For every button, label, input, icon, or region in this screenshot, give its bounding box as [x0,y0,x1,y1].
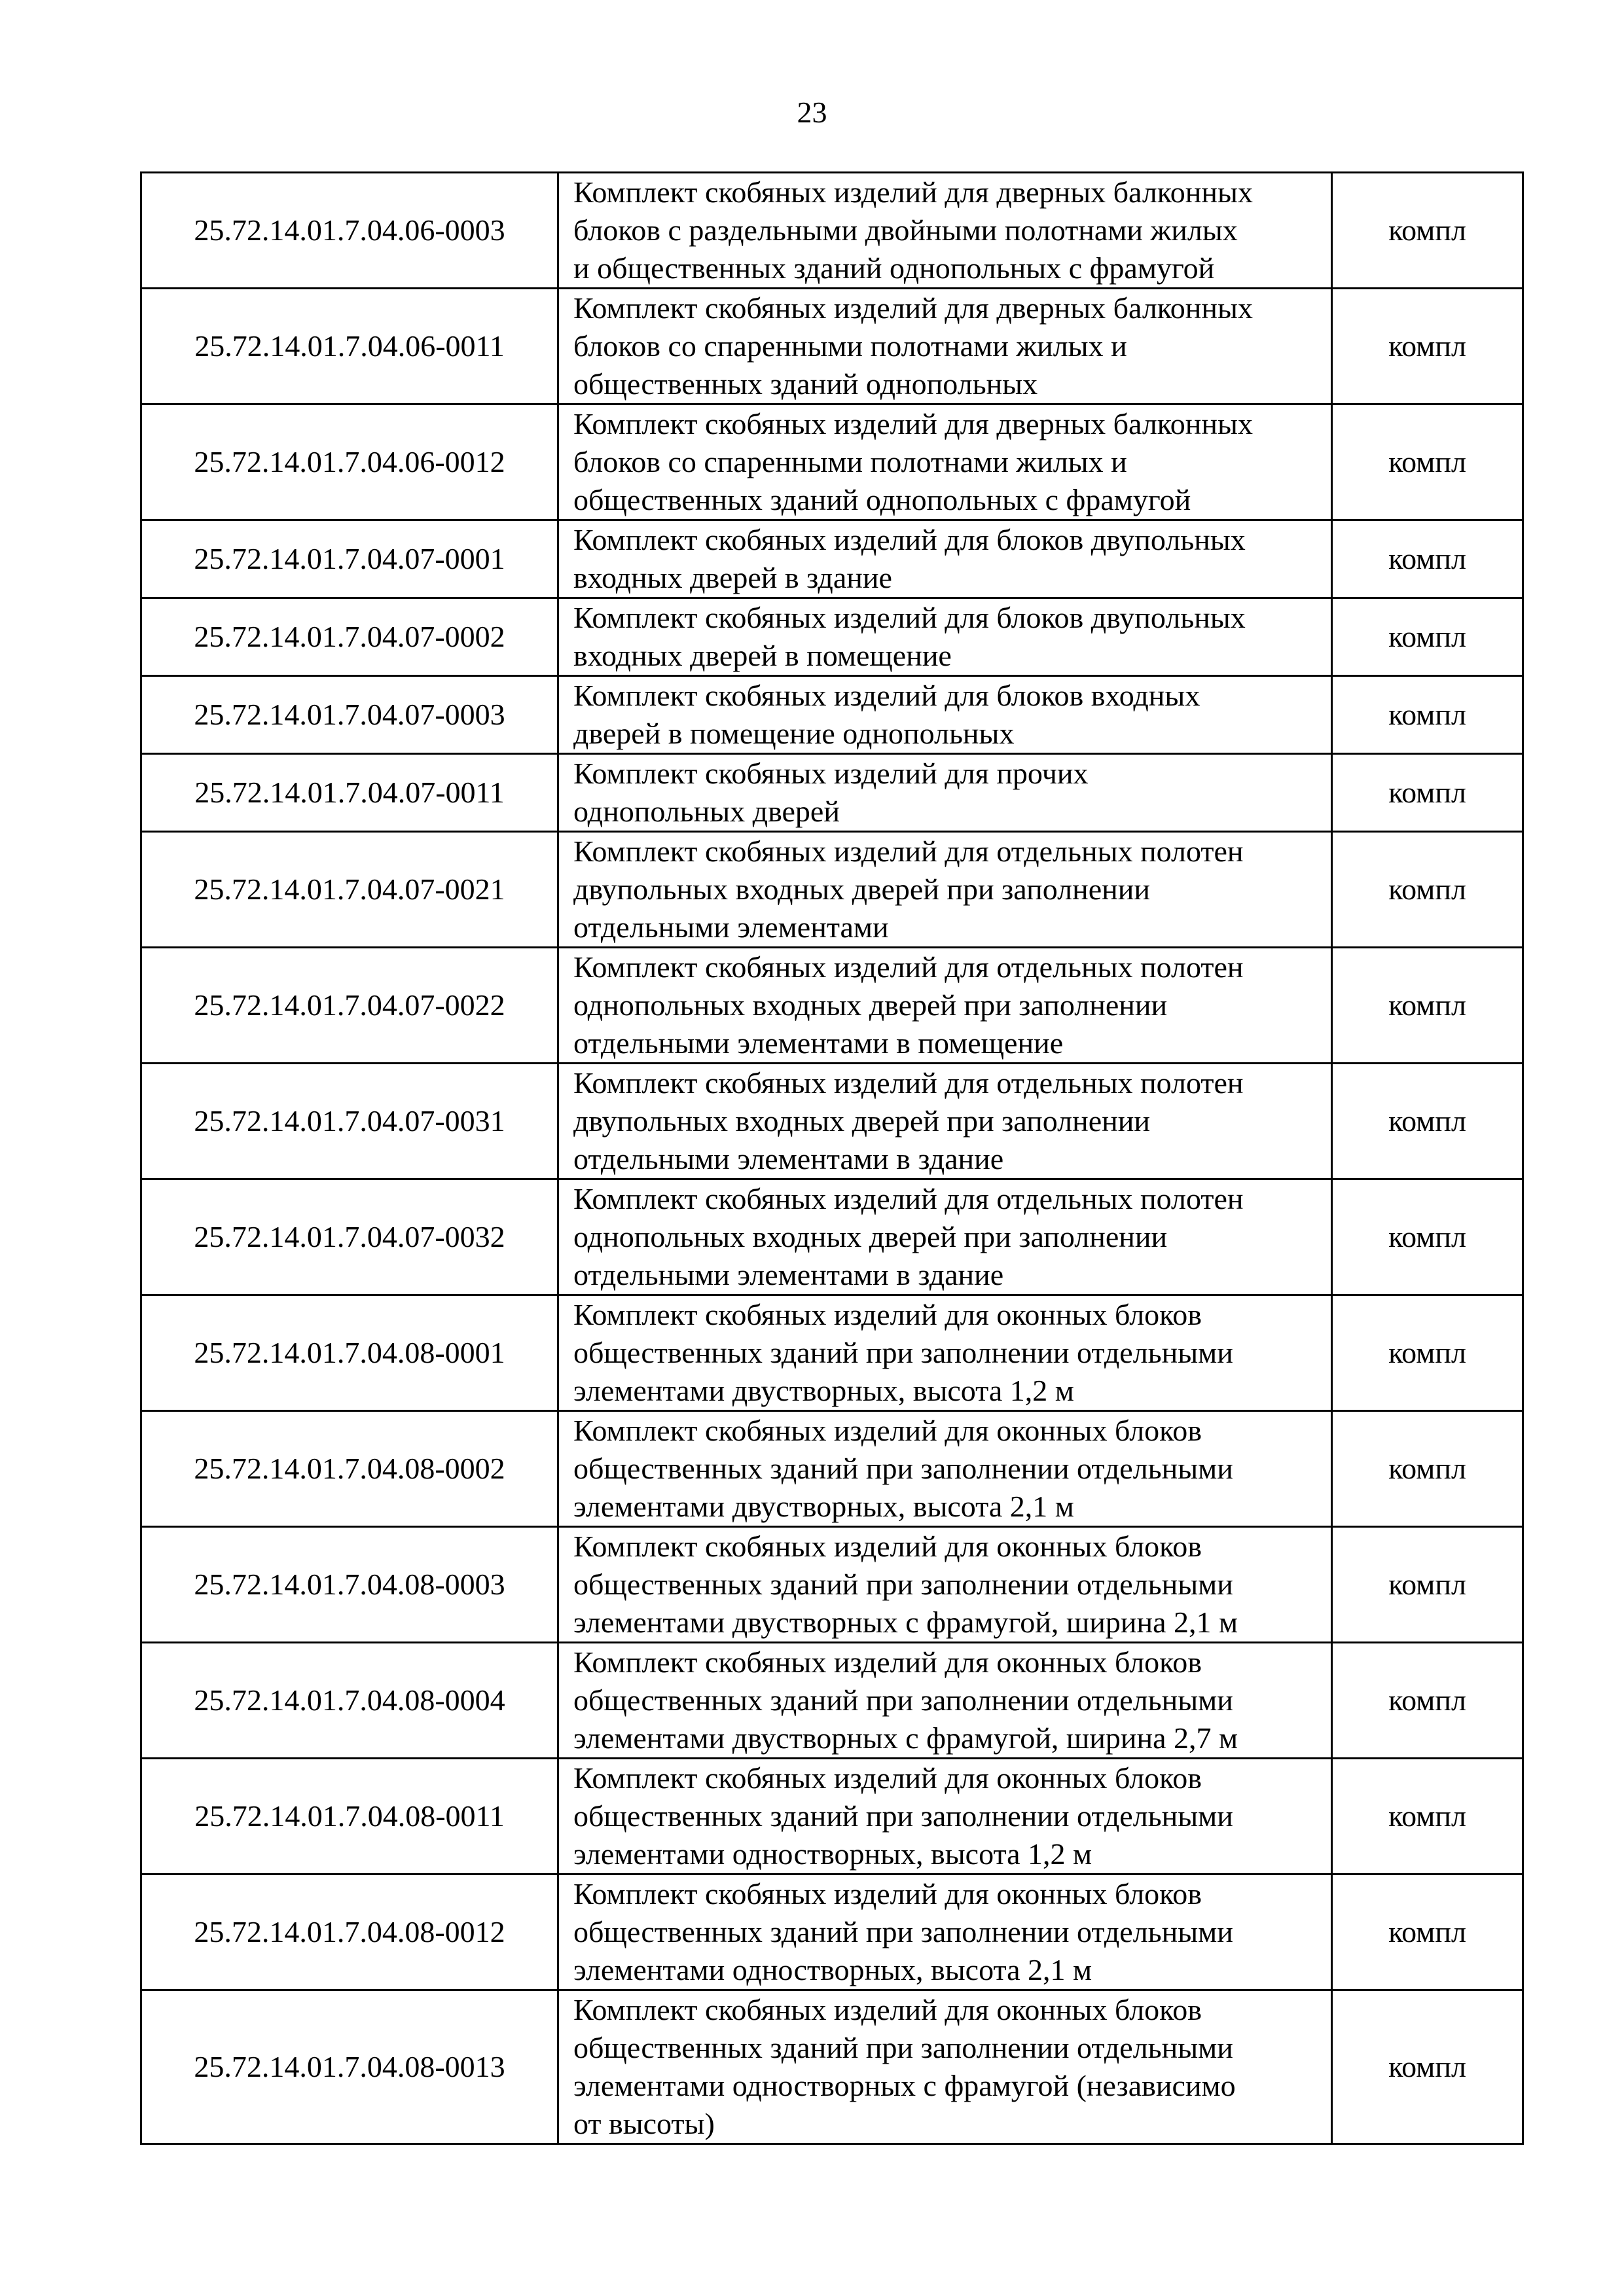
table-row [141,404,1523,520]
resource-description-cell [558,520,1332,598]
resource-code-cell: 25.72.14.01.7.04.08-0003 [141,1527,558,1643]
resource-code-cell: 25.72.14.01.7.04.08-0012 [141,1874,558,1990]
resource-code-cell: 25.72.14.01.7.04.07-0001 [141,520,558,598]
description-line: Комплект скобяных изделий для отдельных полотен [573,1066,1244,1100]
resource-code-cell: 25.72.14.01.7.04.07-0011 [141,754,558,832]
description-line: общественных зданий при заполнении отдельными [573,1799,1233,1833]
description-line: и общественных зданий однопольных с фрамугой [573,251,1215,285]
resource-description-cell [558,173,1332,289]
resource-code-cell: 25.72.14.01.7.04.08-0004 [141,1643,558,1759]
description-line: элементами одностворных, высота 1,2 м [573,1837,1092,1871]
resource-code-cell: 25.72.14.01.7.04.07-0002 [141,598,558,676]
table-row [141,1759,1523,1874]
resource-description-cell [558,1179,1332,1295]
resource-code-cell: 25.72.14.01.7.04.06-0003 [141,173,558,289]
description-line: элементами двустворных с фрамугой, ширина 2,1 м [573,1605,1238,1639]
resource-table [140,171,1524,2145]
unit-cell: компл [1332,404,1523,520]
description-line: двупольных входных дверей при заполнении [573,872,1150,906]
description-line: общественных зданий однопольных [573,367,1038,401]
description-line: Комплект скобяных изделий для отдельных полотен [573,1182,1244,1215]
table-row [141,520,1523,598]
description-line: Комплект скобяных изделий для блоков входных [573,679,1200,712]
resource-description-cell [558,832,1332,948]
description-line: отдельными элементами [573,910,889,944]
unit-cell: компл [1332,1064,1523,1179]
unit-cell: компл [1332,520,1523,598]
description-line: элементами одностворных, высота 2,1 м [573,1953,1092,1986]
resource-code-cell: 25.72.14.01.7.04.07-0032 [141,1179,558,1295]
table-row [141,1295,1523,1411]
description-line: входных дверей в здание [573,561,892,594]
resource-code-cell: 25.72.14.01.7.04.07-0003 [141,676,558,754]
resource-code-cell: 25.72.14.01.7.04.08-0013 [141,1990,558,2144]
resource-description-cell [558,1759,1332,1874]
description-line: общественных зданий при заполнении отдельными [573,2031,1233,2064]
unit-cell: компл [1332,1411,1523,1527]
description-line: Комплект скобяных изделий для оконных блоков [573,1877,1202,1910]
description-line: элементами двустворных с фрамугой, ширина 2,7 м [573,1721,1238,1755]
resource-code-cell: 25.72.14.01.7.04.08-0002 [141,1411,558,1527]
description-line: входных дверей в помещение [573,639,952,672]
table-body [141,173,1523,2144]
resource-description-cell [558,598,1332,676]
table-row [141,948,1523,1064]
description-line: Комплект скобяных изделий для оконных блоков [573,1530,1202,1563]
unit-cell: компл [1332,1990,1523,2144]
description-line: Комплект скобяных изделий для оконных блоков [573,1414,1202,1447]
description-line: Комплект скобяных изделий для оконных блоков [573,1993,1202,2026]
unit-cell: компл [1332,1527,1523,1643]
table-row [141,1527,1523,1643]
resource-code-cell: 25.72.14.01.7.04.07-0021 [141,832,558,948]
description-line: Комплект скобяных изделий для отдельных полотен [573,950,1244,984]
table-row [141,1874,1523,1990]
table-row [141,1411,1523,1527]
description-line: Комплект скобяных изделий для дверных балконных [573,291,1253,325]
unit-cell: компл [1332,1179,1523,1295]
description-line: блоков с раздельными двойными полотнами жилых [573,213,1238,247]
resource-code-cell: 25.72.14.01.7.04.07-0022 [141,948,558,1064]
description-line: Комплект скобяных изделий для прочих [573,757,1089,790]
resource-description-cell [558,289,1332,404]
description-line: двупольных входных дверей при заполнении [573,1104,1150,1138]
unit-cell: компл [1332,1295,1523,1411]
description-line: элементами двустворных, высота 2,1 м [573,1490,1074,1523]
unit-cell: компл [1332,832,1523,948]
table-row [141,1990,1523,2144]
table-row [141,598,1523,676]
table-row [141,1179,1523,1295]
description-line: Комплект скобяных изделий для блоков двупольных [573,601,1246,634]
resource-description-cell [558,1874,1332,1990]
resource-code-cell: 25.72.14.01.7.04.06-0012 [141,404,558,520]
description-line: элементами одностворных с фрамугой (независимо [573,2069,1236,2102]
description-line: от высоты) [573,2107,715,2140]
description-line: общественных зданий при заполнении отдельными [573,1452,1233,1485]
description-line: блоков со спаренными полотнами жилых и [573,445,1127,478]
description-line: общественных зданий при заполнении отдельными [573,1568,1233,1601]
resource-description-cell [558,754,1332,832]
description-line: Комплект скобяных изделий для оконных блоков [573,1298,1202,1331]
page-number: 23 [797,96,827,129]
description-line: общественных зданий при заполнении отдельными [573,1915,1233,1948]
unit-cell: компл [1332,754,1523,832]
description-line: отдельными элементами в помещение [573,1026,1064,1060]
resource-code-cell: 25.72.14.01.7.04.08-0001 [141,1295,558,1411]
description-line: общественных зданий при заполнении отдельными [573,1336,1233,1369]
unit-cell: компл [1332,676,1523,754]
table-row [141,1064,1523,1179]
resource-code-cell: 25.72.14.01.7.04.07-0031 [141,1064,558,1179]
resource-description-cell [558,676,1332,754]
description-line: Комплект скобяных изделий для оконных блоков [573,1645,1202,1679]
table-row [141,1643,1523,1759]
resource-description-cell [558,1643,1332,1759]
unit-cell: компл [1332,289,1523,404]
unit-cell: компл [1332,598,1523,676]
unit-cell: компл [1332,173,1523,289]
description-line: общественных зданий при заполнении отдельными [573,1683,1233,1717]
table-row [141,832,1523,948]
description-line: общественных зданий однопольных с фрамугой [573,483,1191,516]
table-row [141,173,1523,289]
description-line: однопольных входных дверей при заполнении [573,1220,1168,1253]
resource-description-cell [558,404,1332,520]
unit-cell: компл [1332,948,1523,1064]
description-line: дверей в помещение однопольных [573,717,1015,750]
description-line: однопольных дверей [573,795,840,828]
resource-code-cell: 25.72.14.01.7.04.08-0011 [141,1759,558,1874]
resource-description-cell [558,1295,1332,1411]
description-line: Комплект скобяных изделий для оконных блоков [573,1761,1202,1795]
description-line: Комплект скобяных изделий для отдельных полотен [573,834,1244,868]
resource-description-cell [558,1990,1332,2144]
unit-cell: компл [1332,1874,1523,1990]
description-line: Комплект скобяных изделий для блоков двупольных [573,523,1246,556]
resource-code-cell: 25.72.14.01.7.04.06-0011 [141,289,558,404]
resource-description-cell [558,1527,1332,1643]
resource-description-cell [558,1064,1332,1179]
unit-cell: компл [1332,1759,1523,1874]
resource-description-cell [558,1411,1332,1527]
description-line: отдельными элементами в здание [573,1258,1004,1291]
description-line: Комплект скобяных изделий для дверных балконных [573,175,1253,209]
description-line: однопольных входных дверей при заполнении [573,988,1168,1022]
description-line: отдельными элементами в здание [573,1142,1004,1175]
description-line: блоков со спаренными полотнами жилых и [573,329,1127,363]
table-row [141,289,1523,404]
unit-cell: компл [1332,1643,1523,1759]
description-line: Комплект скобяных изделий для дверных балконных [573,407,1253,440]
table-row [141,676,1523,754]
description-line: элементами двустворных, высота 1,2 м [573,1374,1074,1407]
resource-description-cell [558,948,1332,1064]
table-row [141,754,1523,832]
